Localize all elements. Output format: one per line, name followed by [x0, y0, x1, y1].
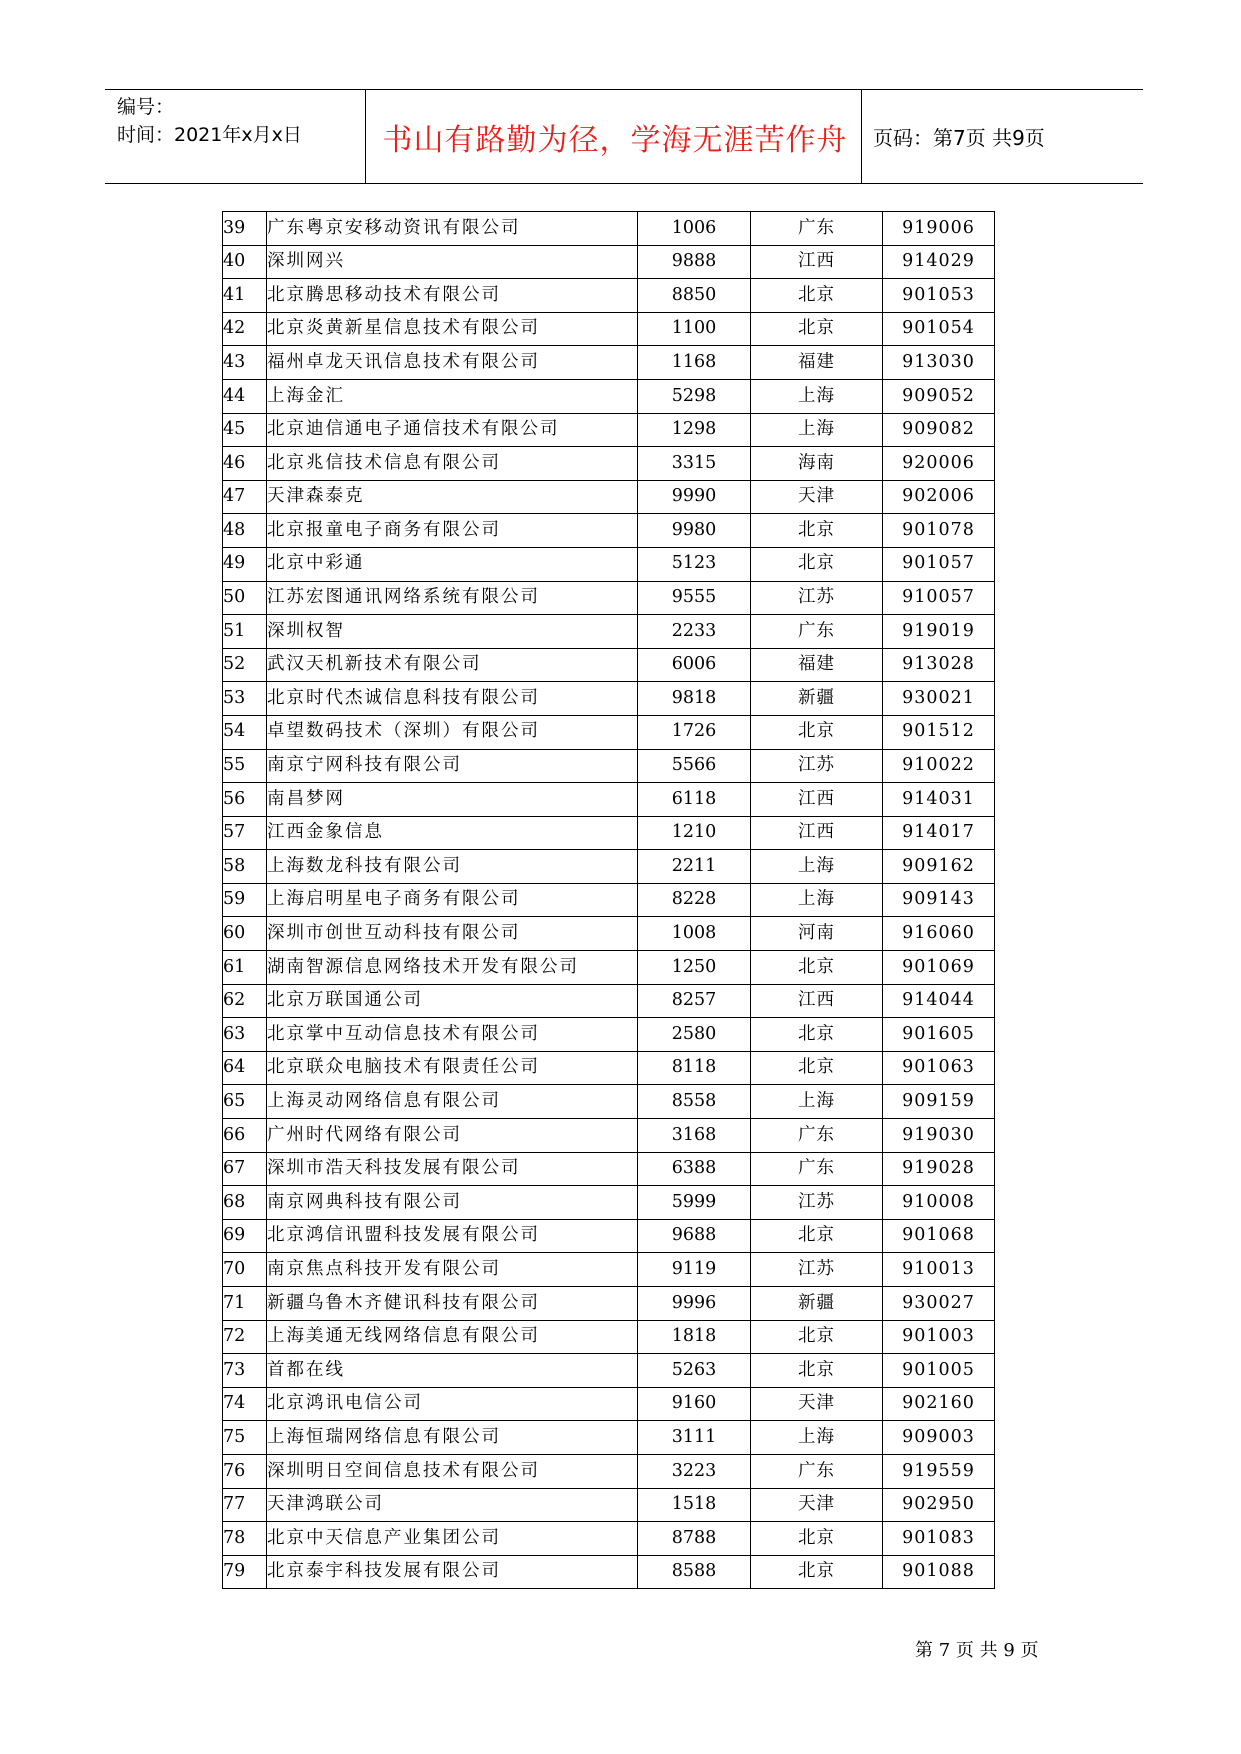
province-cell: 上海 — [751, 413, 883, 447]
company-name-cell: 北京中彩通 — [267, 547, 638, 581]
row-number-cell: 63 — [223, 1018, 267, 1052]
company-name-cell: 广东粤京安移动资讯有限公司 — [267, 212, 638, 246]
table-row — [223, 413, 995, 447]
table-row — [223, 1152, 995, 1186]
table-row — [223, 816, 995, 850]
enterprise-code-cell: 909052 — [883, 379, 995, 413]
company-name-cell: 南京网典科技有限公司 — [267, 1186, 638, 1220]
enterprise-code-cell: 901005 — [883, 1354, 995, 1388]
header-motto: 书山有路勤为径，学海无涯苦作舟 — [382, 122, 848, 158]
province-cell: 广东 — [751, 1152, 883, 1186]
province-cell: 北京 — [751, 1522, 883, 1556]
company-name-cell: 北京迪信通电子通信技术有限公司 — [267, 413, 638, 447]
row-number-cell: 49 — [223, 547, 267, 581]
table-row — [223, 1354, 995, 1388]
row-number-cell: 41 — [223, 279, 267, 313]
row-number-cell: 64 — [223, 1051, 267, 1085]
province-cell: 天津 — [751, 1387, 883, 1421]
table-row — [223, 346, 995, 380]
service-code-cell: 1168 — [638, 346, 751, 380]
table-row — [223, 1320, 995, 1354]
table-row — [223, 615, 995, 649]
province-cell: 上海 — [751, 883, 883, 917]
enterprise-code-cell: 930027 — [883, 1287, 995, 1321]
enterprise-code-cell: 901068 — [883, 1219, 995, 1253]
row-number-cell: 72 — [223, 1320, 267, 1354]
table-row — [223, 850, 995, 884]
company-name-cell: 北京中天信息产业集团公司 — [267, 1522, 638, 1556]
enterprise-code-cell: 901003 — [883, 1320, 995, 1354]
service-code-cell: 1250 — [638, 951, 751, 985]
company-name-cell: 深圳权智 — [267, 615, 638, 649]
service-code-cell: 9888 — [638, 245, 751, 279]
service-code-cell: 6388 — [638, 1152, 751, 1186]
company-name-cell: 广州时代网络有限公司 — [267, 1119, 638, 1153]
company-name-cell: 天津森泰克 — [267, 480, 638, 514]
service-code-cell: 9990 — [638, 480, 751, 514]
service-code-cell: 6006 — [638, 648, 751, 682]
enterprise-code-cell: 919006 — [883, 212, 995, 246]
company-name-cell: 北京时代杰诚信息科技有限公司 — [267, 682, 638, 716]
enterprise-code-cell: 901512 — [883, 715, 995, 749]
table-row — [223, 1085, 995, 1119]
company-name-cell: 北京报童电子商务有限公司 — [267, 514, 638, 548]
header-divider-right — [861, 90, 862, 183]
row-number-cell: 56 — [223, 783, 267, 817]
header-meta — [117, 93, 367, 149]
row-number-cell: 70 — [223, 1253, 267, 1287]
company-name-cell: 首都在线 — [267, 1354, 638, 1388]
service-code-cell: 5123 — [638, 547, 751, 581]
table-row — [223, 1454, 995, 1488]
row-number-cell: 52 — [223, 648, 267, 682]
table-row — [223, 379, 995, 413]
service-code-cell: 9160 — [638, 1387, 751, 1421]
province-cell: 上海 — [751, 1421, 883, 1455]
company-name-cell: 上海美通无线网络信息有限公司 — [267, 1320, 638, 1354]
enterprise-code-cell: 901078 — [883, 514, 995, 548]
service-code-cell: 1100 — [638, 312, 751, 346]
enterprise-code-cell: 901057 — [883, 547, 995, 581]
province-cell: 江苏 — [751, 1186, 883, 1220]
service-code-cell: 8228 — [638, 883, 751, 917]
enterprise-code-cell: 901605 — [883, 1018, 995, 1052]
province-cell: 北京 — [751, 1555, 883, 1589]
time-label: 时间：2021年x月x日 — [117, 124, 302, 146]
company-name-cell: 天津鸿联公司 — [267, 1488, 638, 1522]
service-code-cell: 1006 — [638, 212, 751, 246]
enterprise-code-cell: 914017 — [883, 816, 995, 850]
province-cell: 上海 — [751, 1085, 883, 1119]
enterprise-code-cell: 902160 — [883, 1387, 995, 1421]
service-code-cell: 6118 — [638, 783, 751, 817]
table-row — [223, 1051, 995, 1085]
service-code-cell: 1298 — [638, 413, 751, 447]
row-number-cell: 61 — [223, 951, 267, 985]
enterprise-code-cell: 916060 — [883, 917, 995, 951]
table-row — [223, 1421, 995, 1455]
service-code-cell: 1210 — [638, 816, 751, 850]
header-page-code: 页码：第7页 共9页 — [873, 126, 1045, 150]
row-number-cell: 68 — [223, 1186, 267, 1220]
page-header — [105, 89, 1143, 184]
service-code-cell: 8588 — [638, 1555, 751, 1589]
row-number-cell: 73 — [223, 1354, 267, 1388]
company-name-cell: 北京掌中互动信息技术有限公司 — [267, 1018, 638, 1052]
province-cell: 北京 — [751, 1320, 883, 1354]
province-cell: 天津 — [751, 1488, 883, 1522]
company-name-cell: 深圳网兴 — [267, 245, 638, 279]
company-name-cell: 武汉天机新技术有限公司 — [267, 648, 638, 682]
province-cell: 江西 — [751, 984, 883, 1018]
enterprise-code-cell: 901063 — [883, 1051, 995, 1085]
table-row — [223, 682, 995, 716]
company-name-cell: 北京联众电脑技术有限责任公司 — [267, 1051, 638, 1085]
province-cell: 江西 — [751, 783, 883, 817]
table-row — [223, 984, 995, 1018]
row-number-cell: 77 — [223, 1488, 267, 1522]
company-name-cell: 湖南智源信息网络技术开发有限公司 — [267, 951, 638, 985]
company-name-cell: 新疆乌鲁木齐健讯科技有限公司 — [267, 1287, 638, 1321]
row-number-cell: 51 — [223, 615, 267, 649]
company-name-cell: 北京鸿讯电信公司 — [267, 1387, 638, 1421]
province-cell: 新疆 — [751, 682, 883, 716]
province-cell: 北京 — [751, 1219, 883, 1253]
service-code-cell: 3315 — [638, 447, 751, 481]
company-name-cell: 北京兆信技术信息有限公司 — [267, 447, 638, 481]
enterprise-code-cell: 919030 — [883, 1119, 995, 1153]
table-row — [223, 1488, 995, 1522]
province-cell: 北京 — [751, 547, 883, 581]
table-row — [223, 951, 995, 985]
row-number-cell: 65 — [223, 1085, 267, 1119]
service-code-cell: 1518 — [638, 1488, 751, 1522]
table-row — [223, 1018, 995, 1052]
enterprise-code-cell: 913030 — [883, 346, 995, 380]
table-row — [223, 279, 995, 313]
company-name-cell: 江苏宏图通讯网络系统有限公司 — [267, 581, 638, 615]
enterprise-code-cell: 913028 — [883, 648, 995, 682]
service-code-cell: 9555 — [638, 581, 751, 615]
company-name-cell: 上海启明星电子商务有限公司 — [267, 883, 638, 917]
row-number-cell: 57 — [223, 816, 267, 850]
company-table — [222, 211, 995, 1589]
company-name-cell: 深圳市创世互动科技有限公司 — [267, 917, 638, 951]
province-cell: 广东 — [751, 615, 883, 649]
company-name-cell: 卓望数码技术（深圳）有限公司 — [267, 715, 638, 749]
row-number-cell: 58 — [223, 850, 267, 884]
province-cell: 天津 — [751, 480, 883, 514]
company-name-cell: 深圳市浩天科技发展有限公司 — [267, 1152, 638, 1186]
province-cell: 广东 — [751, 1119, 883, 1153]
service-code-cell: 8850 — [638, 279, 751, 313]
row-number-cell: 40 — [223, 245, 267, 279]
enterprise-code-cell: 910022 — [883, 749, 995, 783]
table-row — [223, 581, 995, 615]
company-name-cell: 上海金汇 — [267, 379, 638, 413]
row-number-cell: 44 — [223, 379, 267, 413]
province-cell: 江苏 — [751, 749, 883, 783]
company-table-body — [223, 212, 995, 1589]
table-row — [223, 648, 995, 682]
enterprise-code-cell: 901054 — [883, 312, 995, 346]
province-cell: 北京 — [751, 279, 883, 313]
enterprise-code-cell: 901088 — [883, 1555, 995, 1589]
service-code-cell: 5263 — [638, 1354, 751, 1388]
row-number-cell: 47 — [223, 480, 267, 514]
enterprise-code-cell: 910013 — [883, 1253, 995, 1287]
company-name-cell: 福州卓龙天讯信息技术有限公司 — [267, 346, 638, 380]
table-row — [223, 715, 995, 749]
company-name-cell: 上海灵动网络信息有限公司 — [267, 1085, 638, 1119]
row-number-cell: 69 — [223, 1219, 267, 1253]
row-number-cell: 42 — [223, 312, 267, 346]
table-row — [223, 1287, 995, 1321]
table-row — [223, 245, 995, 279]
table-row — [223, 1186, 995, 1220]
enterprise-code-cell: 909003 — [883, 1421, 995, 1455]
service-code-cell: 2211 — [638, 850, 751, 884]
enterprise-code-cell: 910057 — [883, 581, 995, 615]
enterprise-code-cell: 901053 — [883, 279, 995, 313]
serial-label: 编号： — [117, 96, 175, 118]
province-cell: 江苏 — [751, 581, 883, 615]
service-code-cell: 8257 — [638, 984, 751, 1018]
row-number-cell: 39 — [223, 212, 267, 246]
service-code-cell: 9119 — [638, 1253, 751, 1287]
enterprise-code-cell: 901083 — [883, 1522, 995, 1556]
table-row — [223, 1555, 995, 1589]
service-code-cell: 1726 — [638, 715, 751, 749]
table-row — [223, 883, 995, 917]
table-row — [223, 749, 995, 783]
enterprise-code-cell: 930021 — [883, 682, 995, 716]
enterprise-code-cell: 901069 — [883, 951, 995, 985]
table-row — [223, 1387, 995, 1421]
enterprise-code-cell: 919559 — [883, 1454, 995, 1488]
service-code-cell: 8788 — [638, 1522, 751, 1556]
table-row — [223, 480, 995, 514]
row-number-cell: 50 — [223, 581, 267, 615]
header-divider-left — [365, 90, 366, 183]
enterprise-code-cell: 914029 — [883, 245, 995, 279]
enterprise-code-cell: 909082 — [883, 413, 995, 447]
province-cell: 北京 — [751, 312, 883, 346]
row-number-cell: 46 — [223, 447, 267, 481]
enterprise-code-cell: 909162 — [883, 850, 995, 884]
table-row — [223, 783, 995, 817]
table-row — [223, 1119, 995, 1153]
province-cell: 新疆 — [751, 1287, 883, 1321]
province-cell: 江苏 — [751, 1253, 883, 1287]
row-number-cell: 60 — [223, 917, 267, 951]
page-footer: 第 7 页 共 9 页 — [915, 1640, 1039, 1661]
enterprise-code-cell: 902950 — [883, 1488, 995, 1522]
enterprise-code-cell: 909159 — [883, 1085, 995, 1119]
row-number-cell: 76 — [223, 1454, 267, 1488]
table-row — [223, 1253, 995, 1287]
service-code-cell: 3223 — [638, 1454, 751, 1488]
row-number-cell: 66 — [223, 1119, 267, 1153]
service-code-cell: 5999 — [638, 1186, 751, 1220]
row-number-cell: 53 — [223, 682, 267, 716]
row-number-cell: 62 — [223, 984, 267, 1018]
province-cell: 福建 — [751, 648, 883, 682]
company-name-cell: 北京炎黄新星信息技术有限公司 — [267, 312, 638, 346]
province-cell: 广东 — [751, 1454, 883, 1488]
row-number-cell: 71 — [223, 1287, 267, 1321]
row-number-cell: 48 — [223, 514, 267, 548]
province-cell: 上海 — [751, 379, 883, 413]
company-name-cell: 南京宁网科技有限公司 — [267, 749, 638, 783]
enterprise-code-cell: 919028 — [883, 1152, 995, 1186]
table-row — [223, 547, 995, 581]
province-cell: 上海 — [751, 850, 883, 884]
service-code-cell: 1818 — [638, 1320, 751, 1354]
table-row — [223, 212, 995, 246]
province-cell: 海南 — [751, 447, 883, 481]
table-row — [223, 1219, 995, 1253]
enterprise-code-cell: 914031 — [883, 783, 995, 817]
province-cell: 北京 — [751, 715, 883, 749]
province-cell: 江西 — [751, 245, 883, 279]
service-code-cell: 5566 — [638, 749, 751, 783]
row-number-cell: 59 — [223, 883, 267, 917]
company-name-cell: 北京泰宇科技发展有限公司 — [267, 1555, 638, 1589]
table-row — [223, 312, 995, 346]
company-name-cell: 上海恒瑞网络信息有限公司 — [267, 1421, 638, 1455]
service-code-cell: 9818 — [638, 682, 751, 716]
service-code-cell: 2233 — [638, 615, 751, 649]
row-number-cell: 74 — [223, 1387, 267, 1421]
company-name-cell: 江西金象信息 — [267, 816, 638, 850]
company-name-cell: 北京万联国通公司 — [267, 984, 638, 1018]
enterprise-code-cell: 910008 — [883, 1186, 995, 1220]
enterprise-code-cell: 920006 — [883, 447, 995, 481]
service-code-cell: 8118 — [638, 1051, 751, 1085]
enterprise-code-cell: 919019 — [883, 615, 995, 649]
row-number-cell: 43 — [223, 346, 267, 380]
company-name-cell: 南京焦点科技开发有限公司 — [267, 1253, 638, 1287]
table-row — [223, 1522, 995, 1556]
row-number-cell: 55 — [223, 749, 267, 783]
table-row — [223, 514, 995, 548]
province-cell: 福建 — [751, 346, 883, 380]
service-code-cell: 9980 — [638, 514, 751, 548]
province-cell: 河南 — [751, 917, 883, 951]
service-code-cell: 8558 — [638, 1085, 751, 1119]
table-row — [223, 917, 995, 951]
service-code-cell: 9996 — [638, 1287, 751, 1321]
enterprise-code-cell: 914044 — [883, 984, 995, 1018]
company-name-cell: 南昌梦网 — [267, 783, 638, 817]
province-cell: 北京 — [751, 514, 883, 548]
province-cell: 北京 — [751, 951, 883, 985]
service-code-cell: 9688 — [638, 1219, 751, 1253]
province-cell: 江西 — [751, 816, 883, 850]
province-cell: 北京 — [751, 1018, 883, 1052]
enterprise-code-cell: 909143 — [883, 883, 995, 917]
row-number-cell: 54 — [223, 715, 267, 749]
row-number-cell: 78 — [223, 1522, 267, 1556]
company-name-cell: 北京鸿信讯盟科技发展有限公司 — [267, 1219, 638, 1253]
service-code-cell: 5298 — [638, 379, 751, 413]
row-number-cell: 45 — [223, 413, 267, 447]
company-name-cell: 北京腾思移动技术有限公司 — [267, 279, 638, 313]
company-name-cell: 深圳明日空间信息技术有限公司 — [267, 1454, 638, 1488]
service-code-cell: 1008 — [638, 917, 751, 951]
province-cell: 北京 — [751, 1051, 883, 1085]
enterprise-code-cell: 902006 — [883, 480, 995, 514]
service-code-cell: 3168 — [638, 1119, 751, 1153]
company-name-cell: 上海数龙科技有限公司 — [267, 850, 638, 884]
province-cell: 北京 — [751, 1354, 883, 1388]
row-number-cell: 67 — [223, 1152, 267, 1186]
province-cell: 广东 — [751, 212, 883, 246]
row-number-cell: 75 — [223, 1421, 267, 1455]
service-code-cell: 3111 — [638, 1421, 751, 1455]
row-number-cell: 79 — [223, 1555, 267, 1589]
service-code-cell: 2580 — [638, 1018, 751, 1052]
table-row — [223, 447, 995, 481]
